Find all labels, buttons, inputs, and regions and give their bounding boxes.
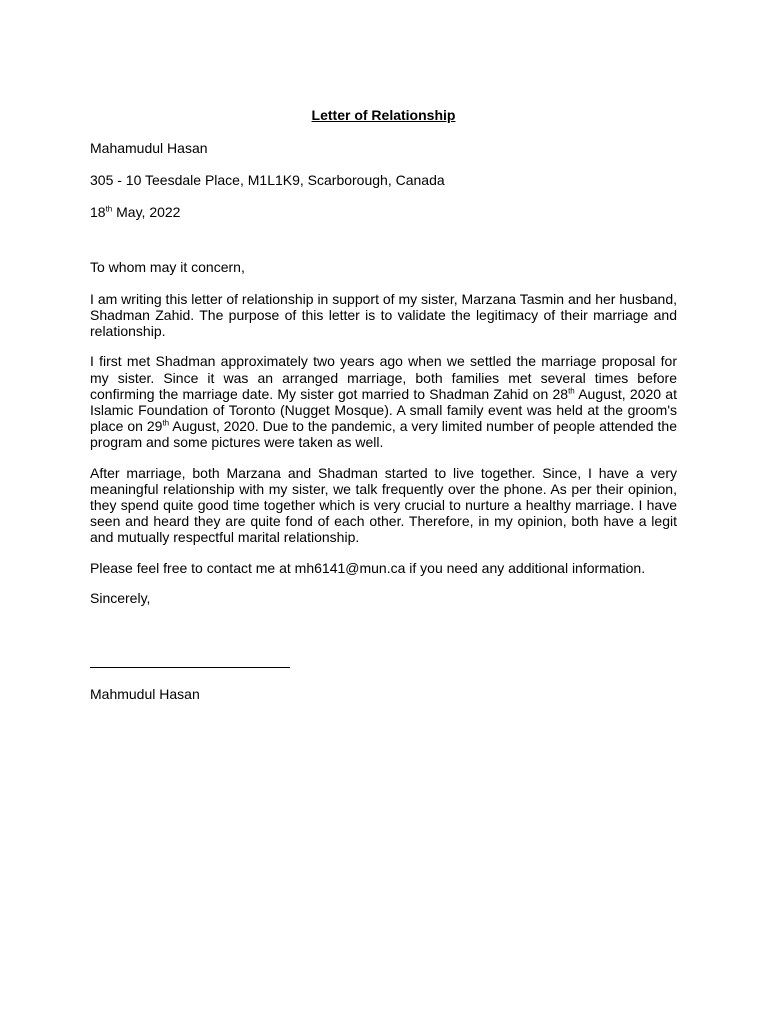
signature-line	[90, 667, 290, 668]
paragraph-marriage-part2: August, 2020 at Islamic Foundation of Toronto (Nugget Mosque). A small family event was held at the groom's place on 29	[90, 385, 677, 435]
closing: Sincerely,	[90, 589, 151, 606]
sender-name: Mahamudul Hasan	[90, 140, 208, 156]
letter-title: Letter of Relationship	[311, 107, 456, 123]
date-day: 18	[90, 204, 106, 221]
paragraph-marriage-details	[90, 353, 677, 450]
wedding-date-suffix: th	[568, 386, 575, 396]
paragraph-contact: Please feel free to contact me at mh6141@mun.ca if you need any additional information.	[90, 559, 646, 576]
salutation: To whom may it concern,	[90, 258, 245, 275]
paragraph-relationship: After marriage, both Marzana and Shadman started to live together. Since, I have a very meaningful relationship with my sister, we talk frequently over the phone. As per their opinion, they spend quite good time together which is very crucial to nurture a healthy marriage. I have seen and heard they are quite fond of each other. Therefore, in my opinion, both have a legit and mutually respectful marital relationship.	[90, 464, 677, 546]
paragraph-marriage-part1: I first met Shadman approximately two years ago when we settled the marriage proposal for my sister. Since it was an arranged marriage, both families met several times before confirming the marriage date. My sister got married to Shadman Zahid on 28	[90, 353, 677, 402]
signature-name: Mahmudul Hasan	[90, 686, 200, 703]
paragraph-marriage-part3: August, 2020. Due to the pandemic, a very limited number of people attended the program and some pictures were taken as well.	[90, 418, 677, 451]
date-suffix: th	[105, 204, 113, 214]
paragraph-purpose: I am writing this letter of relationship in support of my sister, Marzana Tasmin and her husband, Shadman Zahid. The purpose of this letter is to validate the legitimacy of their marriage and relationship.	[90, 290, 677, 340]
date-rest: May, 2022	[112, 204, 181, 221]
letter-date	[90, 204, 677, 220]
sender-address: 305 - 10 Teesdale Place, M1L1K9, Scarborough, Canada	[90, 172, 445, 189]
letter-content	[90, 106, 677, 702]
event-date-suffix: th	[162, 418, 170, 428]
